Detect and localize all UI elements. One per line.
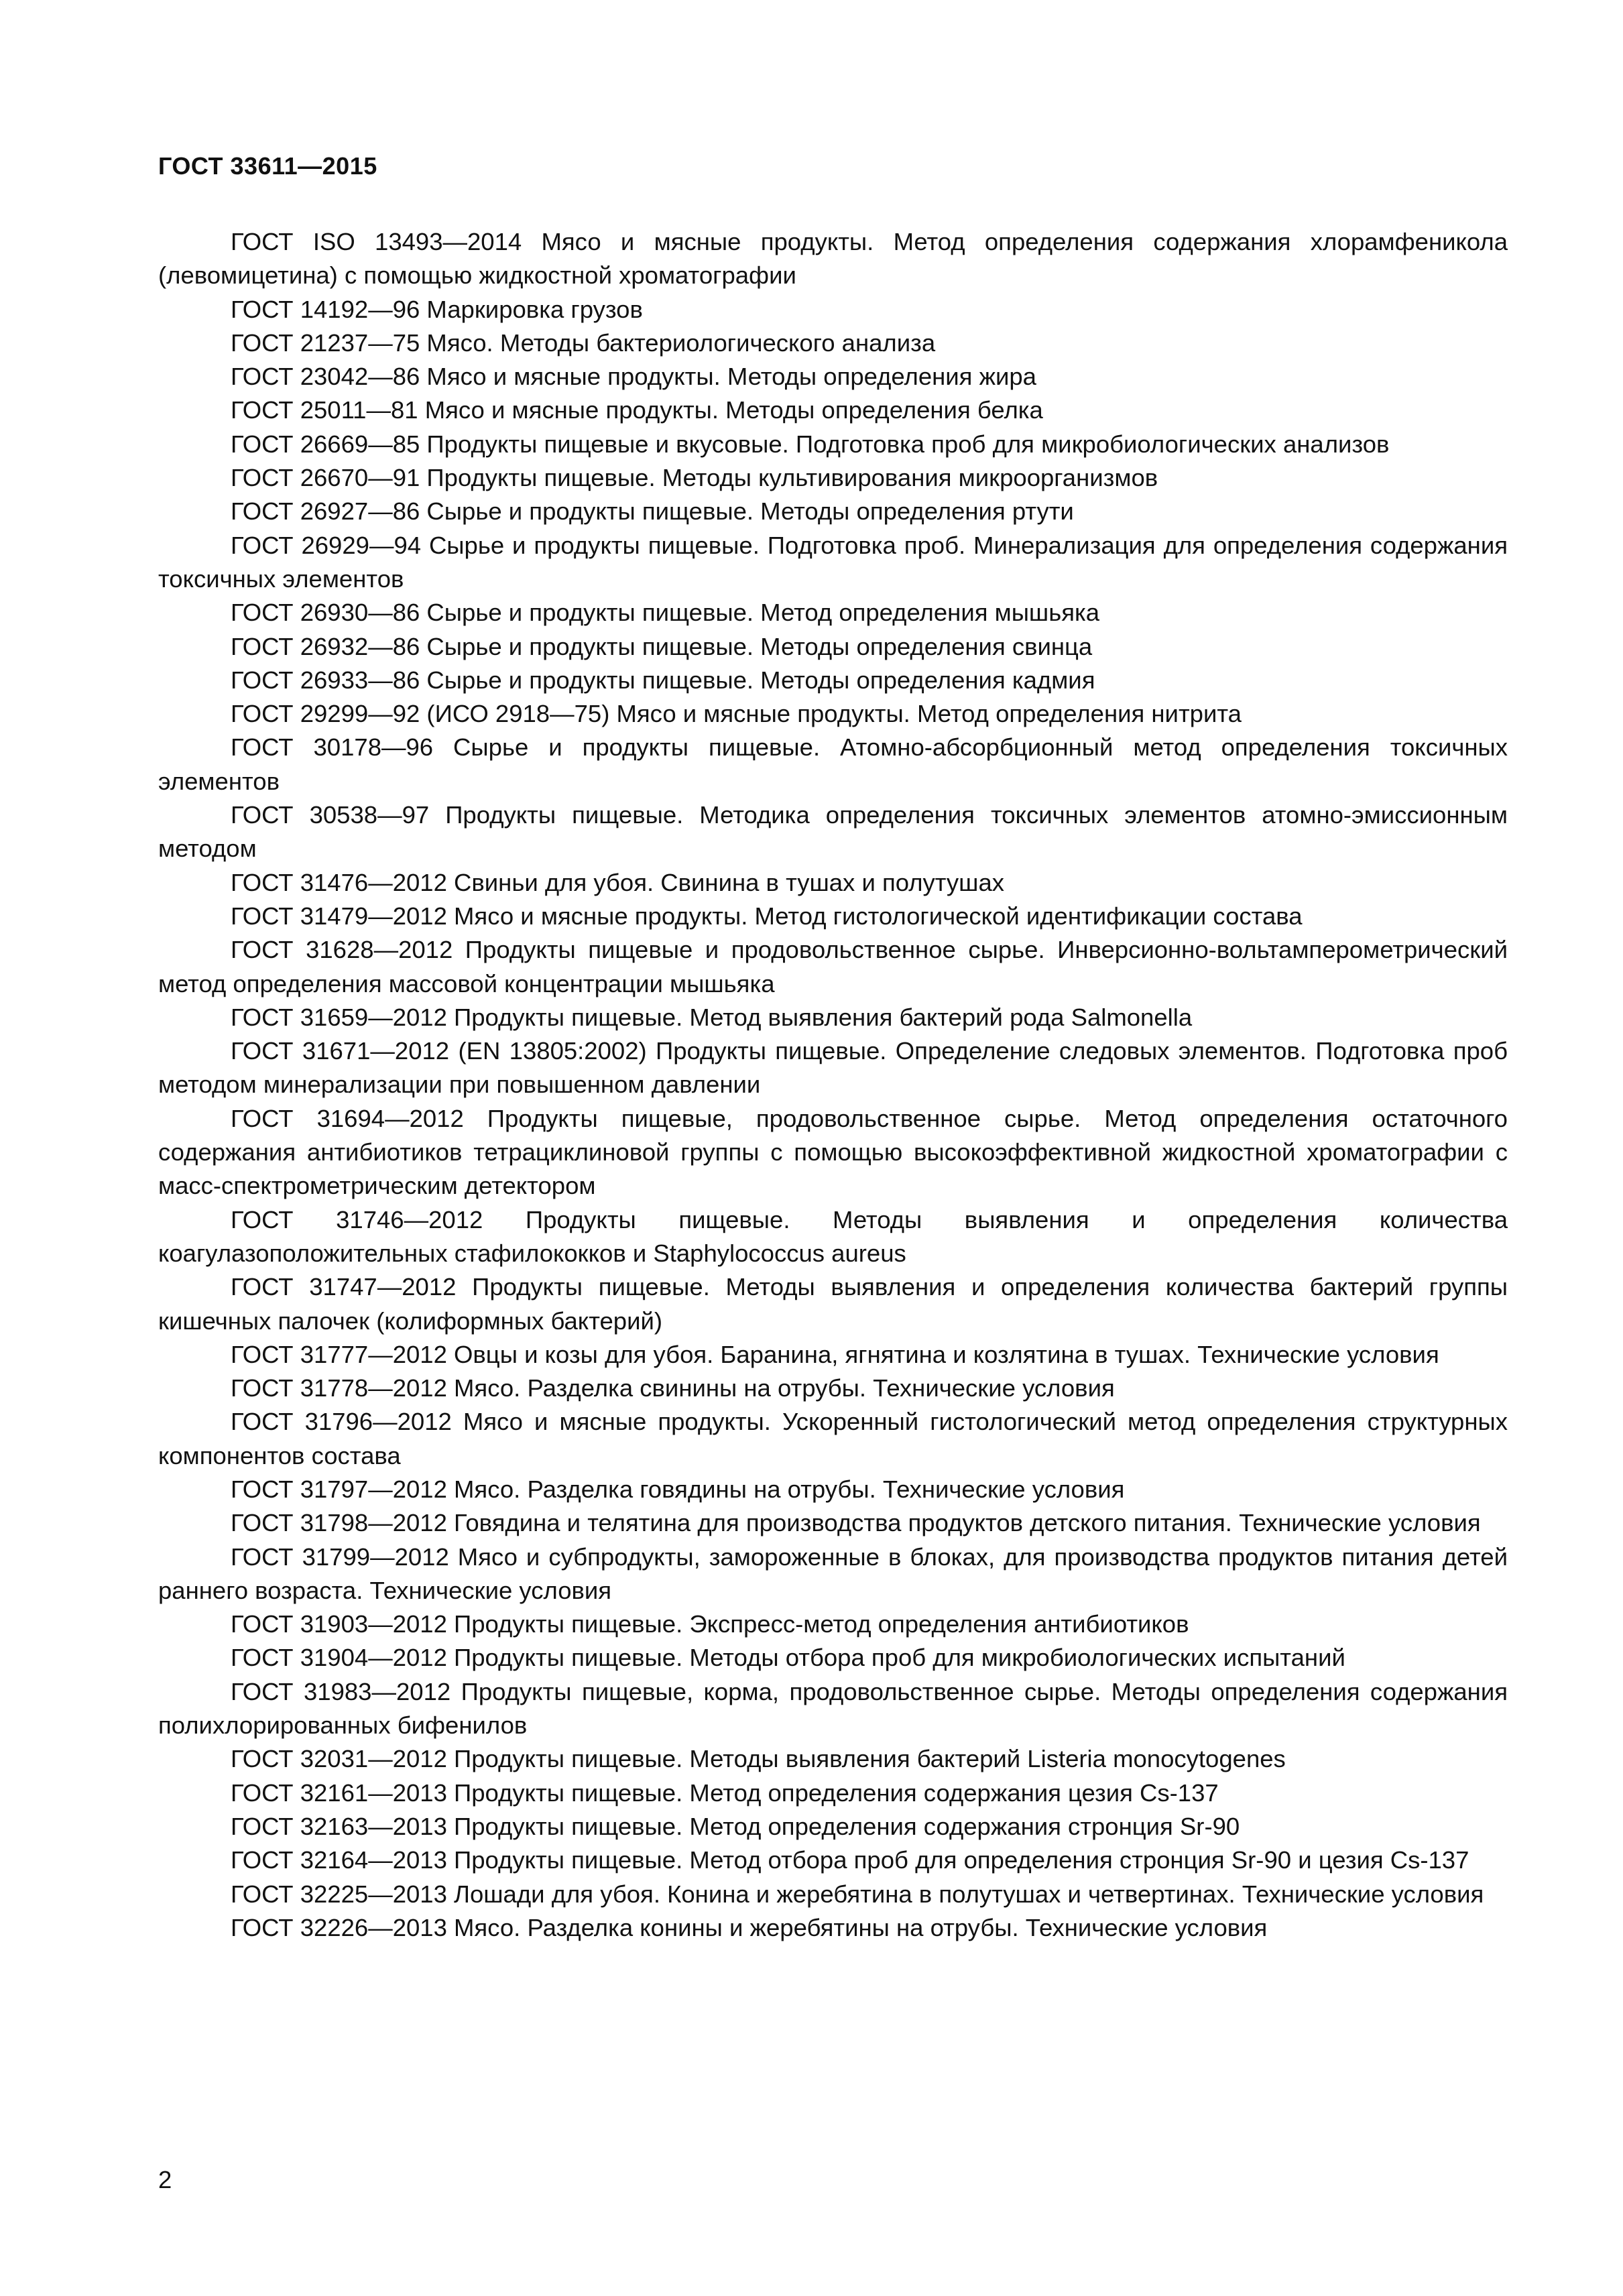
reference-item: ГОСТ 31746—2012 Продукты пищевые. Методы выявления и определения количества коагулазоположительных стафилококков и Staphylococcus aureus — [158, 1205, 1508, 1267]
reference-item: ГОСТ ISO 13493—2014 Мясо и мясные продукты. Метод определения содержания хлорамфеникола (левомицетина) с помощью жидкостной хроматографии — [158, 228, 1508, 290]
reference-item: ГОСТ 32161—2013 Продукты пищевые. Метод определения содержания цезия Cs-137 — [231, 1778, 1219, 1807]
reference-item: ГОСТ 26930—86 Сырье и продукты пищевые. Метод определения мышьяка — [231, 599, 1100, 627]
reference-item: ГОСТ 32163—2013 Продукты пищевые. Метод определения содержания стронция Sr-90 — [231, 1812, 1240, 1840]
reference-item: ГОСТ 30538—97 Продукты пищевые. Методика определения токсичных элементов атомно-эмиссионным методом — [158, 801, 1508, 863]
reference-item: ГОСТ 31777—2012 Овцы и козы для убоя. Баранина, ягнятина и козлятина в тушах. Технические условия — [231, 1340, 1439, 1368]
reference-item: ГОСТ 30178—96 Сырье и продукты пищевые. Атомно-абсорбционный метод определения токсичных элементов — [158, 733, 1508, 795]
document-header: ГОСТ 33611—2015 — [158, 152, 377, 180]
reference-item: ГОСТ 26669—85 Продукты пищевые и вкусовые. Подготовка проб для микробиологических анализов — [231, 430, 1390, 458]
reference-item: ГОСТ 31479—2012 Мясо и мясные продукты. Метод гистологической идентификации состава — [231, 902, 1303, 930]
reference-item: ГОСТ 31694—2012 Продукты пищевые, продовольственное сырье. Метод определения остаточного содержания антибиотиков тетрациклиновой группы с помощью высокоэффективной жидкостной хроматографии с масс-спектрометрическим детектором — [158, 1104, 1508, 1200]
reference-item: ГОСТ 26932—86 Сырье и продукты пищевые. Методы определения свинца — [231, 632, 1093, 660]
reference-item: ГОСТ 31659—2012 Продукты пищевые. Метод выявления бактерий рода Salmonella — [231, 1003, 1193, 1031]
reference-item: ГОСТ 31476—2012 Свиньи для убоя. Свинина в тушах и полутушах — [231, 868, 1004, 896]
reference-item: ГОСТ 31796—2012 Мясо и мясные продукты. Ускоренный гистологический метод определения структурных компонентов состава — [158, 1408, 1508, 1469]
reference-item: ГОСТ 31904—2012 Продукты пищевые. Методы отбора проб для микробиологических испытаний — [231, 1644, 1345, 1672]
reference-item: ГОСТ 31671—2012 (EN 13805:2002) Продукты пищевые. Определение следовых элементов. Подготовка проб методом минерализации при повышенном давлении — [158, 1037, 1508, 1099]
reference-item: ГОСТ 14192—96 Маркировка грузов — [231, 295, 643, 323]
reference-item: ГОСТ 31778—2012 Мясо. Разделка свинины на отрубы. Технические условия — [231, 1374, 1115, 1402]
reference-item: ГОСТ 31797—2012 Мясо. Разделка говядины на отрубы. Технические условия — [231, 1475, 1125, 1503]
reference-item: ГОСТ 23042—86 Мясо и мясные продукты. Методы определения жира — [231, 363, 1036, 391]
reference-item: ГОСТ 26929—94 Сырье и продукты пищевые. Подготовка проб. Минерализация для определения содержания токсичных элементов — [158, 531, 1508, 593]
reference-item: ГОСТ 31747—2012 Продукты пищевые. Методы выявления и определения количества бактерий группы кишечных палочек (колиформных бактерий) — [158, 1273, 1508, 1335]
reference-item: ГОСТ 32164—2013 Продукты пищевые. Метод отбора проб для определения стронция Sr-90 и цезия Cs-137 — [231, 1846, 1469, 1874]
reference-item: ГОСТ 26933—86 Сырье и продукты пищевые. Методы определения кадмия — [231, 666, 1095, 694]
reference-item: ГОСТ 32226—2013 Мясо. Разделка конины и жеребятины на отрубы. Технические условия — [231, 1913, 1268, 1941]
normative-references-list — [158, 225, 1508, 1945]
reference-item: ГОСТ 32225—2013 Лошади для убоя. Конина и жеребятина в полутушах и четвертинах. Технические условия — [231, 1880, 1484, 1908]
reference-item: ГОСТ 25011—81 Мясо и мясные продукты. Методы определения белка — [231, 396, 1043, 424]
reference-item: ГОСТ 31799—2012 Мясо и субпродукты, замороженные в блоках, для производства продуктов питания детей раннего возраста. Технические условия — [158, 1543, 1508, 1604]
page-number: 2 — [158, 2166, 172, 2193]
reference-item: ГОСТ 31628—2012 Продукты пищевые и продовольственное сырье. Инверсионно-вольтамперометрический метод определения массовой концентрации мышьяка — [158, 936, 1508, 998]
reference-item: ГОСТ 31983—2012 Продукты пищевые, корма, продовольственное сырье. Методы определения содержания полихлорированных бифенилов — [158, 1677, 1508, 1740]
reference-item: ГОСТ 26670—91 Продукты пищевые. Методы культивирования микроорганизмов — [231, 464, 1158, 492]
reference-item: ГОСТ 26927—86 Сырье и продукты пищевые. Методы определения ртути — [231, 497, 1074, 526]
reference-item: ГОСТ 21237—75 Мясо. Методы бактериологического анализа — [231, 328, 936, 357]
reference-item: ГОСТ 29299—92 (ИСО 2918—75) Мясо и мясные продукты. Метод определения нитрита — [231, 700, 1242, 728]
reference-item: ГОСТ 31798—2012 Говядина и телятина для производства продуктов детского питания. Технические условия — [231, 1509, 1481, 1537]
reference-item: ГОСТ 32031—2012 Продукты пищевые. Методы выявления бактерий Listeria monocytogenes — [231, 1745, 1286, 1773]
reference-item: ГОСТ 31903—2012 Продукты пищевые. Экспресс-метод определения антибиотиков — [231, 1610, 1189, 1638]
